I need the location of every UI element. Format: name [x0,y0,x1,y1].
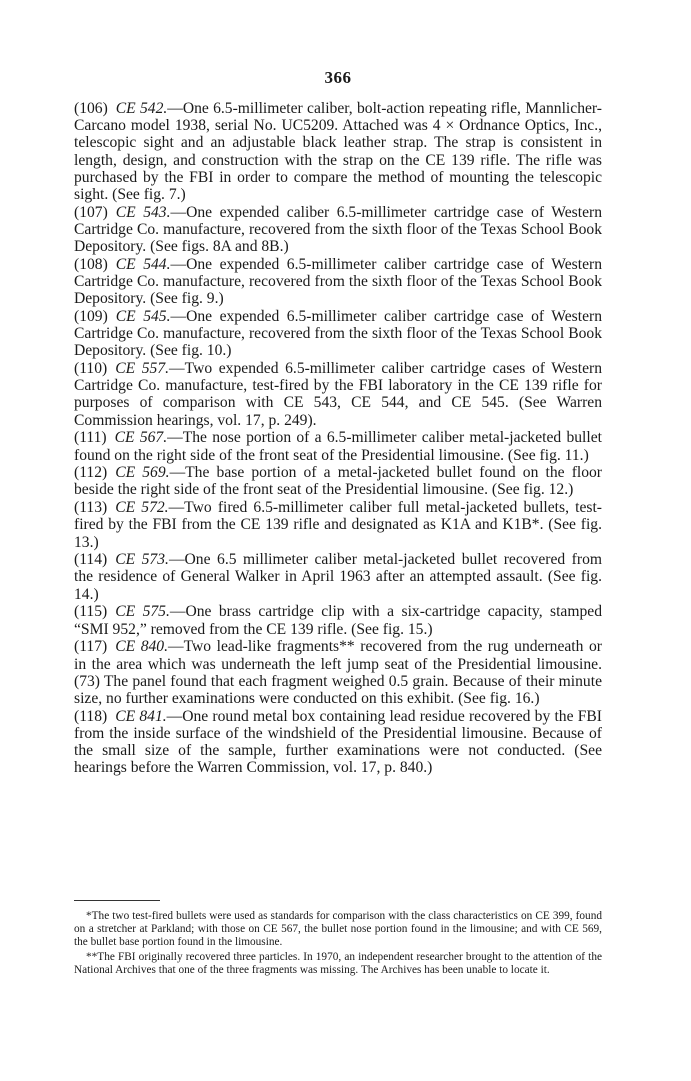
exhibit-id: CE 542. [115,100,168,117]
exhibit-description: —One expended 6.5-millimeter caliber cartridge case of Western Cartridge Co. manufacture, recovered from the sixth floor of the Texas School Book Depository. (See fig. 10.) [74,307,602,360]
exhibit-id: CE 545. [115,307,171,325]
exhibit-description: —Two fired 6.5-millimeter caliber full metal-jacketed bullets, test-fired by the FBI from the CE 139 rifle and designated as K1A and K1B*. (See fig. 13.) [74,499,602,551]
exhibit-entry [74,708,602,777]
exhibit-description: —Two expended 6.5-millimeter caliber cartridge cases of Western Cartridge Co. manufacture, test-fired by the FBI laboratory in the CE 139 rifle for purposes of comparison with CE 543, CE 544, and CE 545. (See Warren Commission hearings, vol. 17, p. 249). [74,360,602,429]
exhibit-description: —One expended 6.5-millimeter caliber cartridge case of Western Cartridge Co. manufacture, recovered from the sixth floor of the Texas School Book Depository. (See fig. 9.) [74,255,602,308]
exhibit-entry [74,638,602,707]
exhibit-description: —One round metal box containing lead residue recovered by the FBI from the inside surface of the windshield of the Presidential limousine. Because of the small size of the sample, further examinations were not conducted. (See hearings before the Warren Commission, vol. 17, p. 840.) [74,707,602,777]
exhibit-entry [74,308,602,360]
exhibit-description: —The nose portion of a 6.5-millimeter caliber metal-jacketed bullet found on the right side of the front seat of the Presidential limousine. (See fig. 11.) [74,429,602,464]
exhibit-description: —The base portion of a metal-jacketed bullet found on the floor beside the right side of the front seat of the Presidential limousine. (See fig. 12.) [74,464,602,499]
exhibit-entry [74,204,602,256]
entry-number: (109) [74,307,108,325]
footnotes [74,910,602,978]
exhibit-entry [74,603,602,637]
exhibit-id: CE 840. [115,638,168,656]
exhibit-entry [74,429,602,463]
exhibit-id: CE 543. [115,203,171,221]
entry-number: (110) [74,360,108,378]
entry-number: (111) [74,429,107,447]
entry-number: (115) [74,603,108,621]
footnote: **The FBI originally recovered three particles. In 1970, an independent researcher brought to the attention of the National Archives that one of the three fragments was missing. The Archives has been unable to locate it. [74,950,602,976]
exhibit-description: —One expended caliber 6.5-millimeter cartridge case of Western Cartridge Co. manufacture, recovered from the sixth floor of the Texas School Book Depository. (See figs. 8A and 8B.) [74,203,602,256]
exhibit-id: CE 557. [115,360,170,378]
exhibit-id: CE 575. [115,603,170,621]
exhibit-description: —One brass cartridge clip with a six-cartridge capacity, stamped “SMI 952,” removed from the CE 139 rifle. (See fig. 15.) [74,603,602,638]
exhibit-entry [74,464,602,498]
entry-number: (106) [74,100,108,117]
exhibit-entry [74,100,602,203]
exhibit-entry [74,256,602,308]
exhibit-id: CE 567. [114,429,168,447]
entry-number: (117) [74,638,108,656]
footnote: *The two test-fired bullets were used as standards for comparison with the class characteristics on CE 399, found on a stretcher at Parkland; with those on CE 567, the bullet nose portion found in the limousine; and with CE 569, the bullet base portion found in the limousine. [74,910,602,949]
entry-number: (113) [74,499,108,517]
entry-number: (114) [74,551,108,569]
entry-number: (112) [74,464,108,482]
exhibit-entry [74,551,602,603]
exhibit-id: CE 841. [115,707,167,725]
exhibit-id: CE 572. [115,499,169,517]
page-number: 366 [324,68,352,87]
entry-number: (118) [74,707,108,725]
exhibit-id: CE 569. [115,464,170,482]
exhibit-entry [74,360,602,429]
exhibit-list [74,100,602,777]
exhibit-description: —One 6.5 millimeter caliber metal-jacketed bullet recovered from the residence of General Walker in April 1963 after an attempted assault. (See fig. 14.) [74,551,602,603]
entry-number: (108) [74,255,108,273]
entry-number: (107) [74,203,108,221]
exhibit-id: CE 573. [115,551,169,569]
exhibit-description: —Two lead-like fragments** recovered from the rug underneath or in the area which was underneath the left jump seat of the Presidential limousine.(73) The panel found that each fragment weighed 0.5 grain. Because of their minute size, no further examinations were conducted on this exhibit. (See fig. 16.) [74,638,602,707]
exhibit-entry [74,499,602,551]
exhibit-description: —One 6.5-millimeter caliber, bolt-action repeating rifle, Mannlicher-Carcano model 1938, serial No. UC5209. Attached was 4 × Ordnance Optics, Inc., telescopic sight and an adjustable black leather strap. The strap is consistent in length, design, and construction with the strap on the CE 139 rifle. The rifle was purchased by the FBI in order to compare the method of mounting the telescopic sight. (See fig. 7.) [74,100,602,204]
footnote-divider [74,900,160,901]
exhibit-id: CE 544. [115,255,171,273]
